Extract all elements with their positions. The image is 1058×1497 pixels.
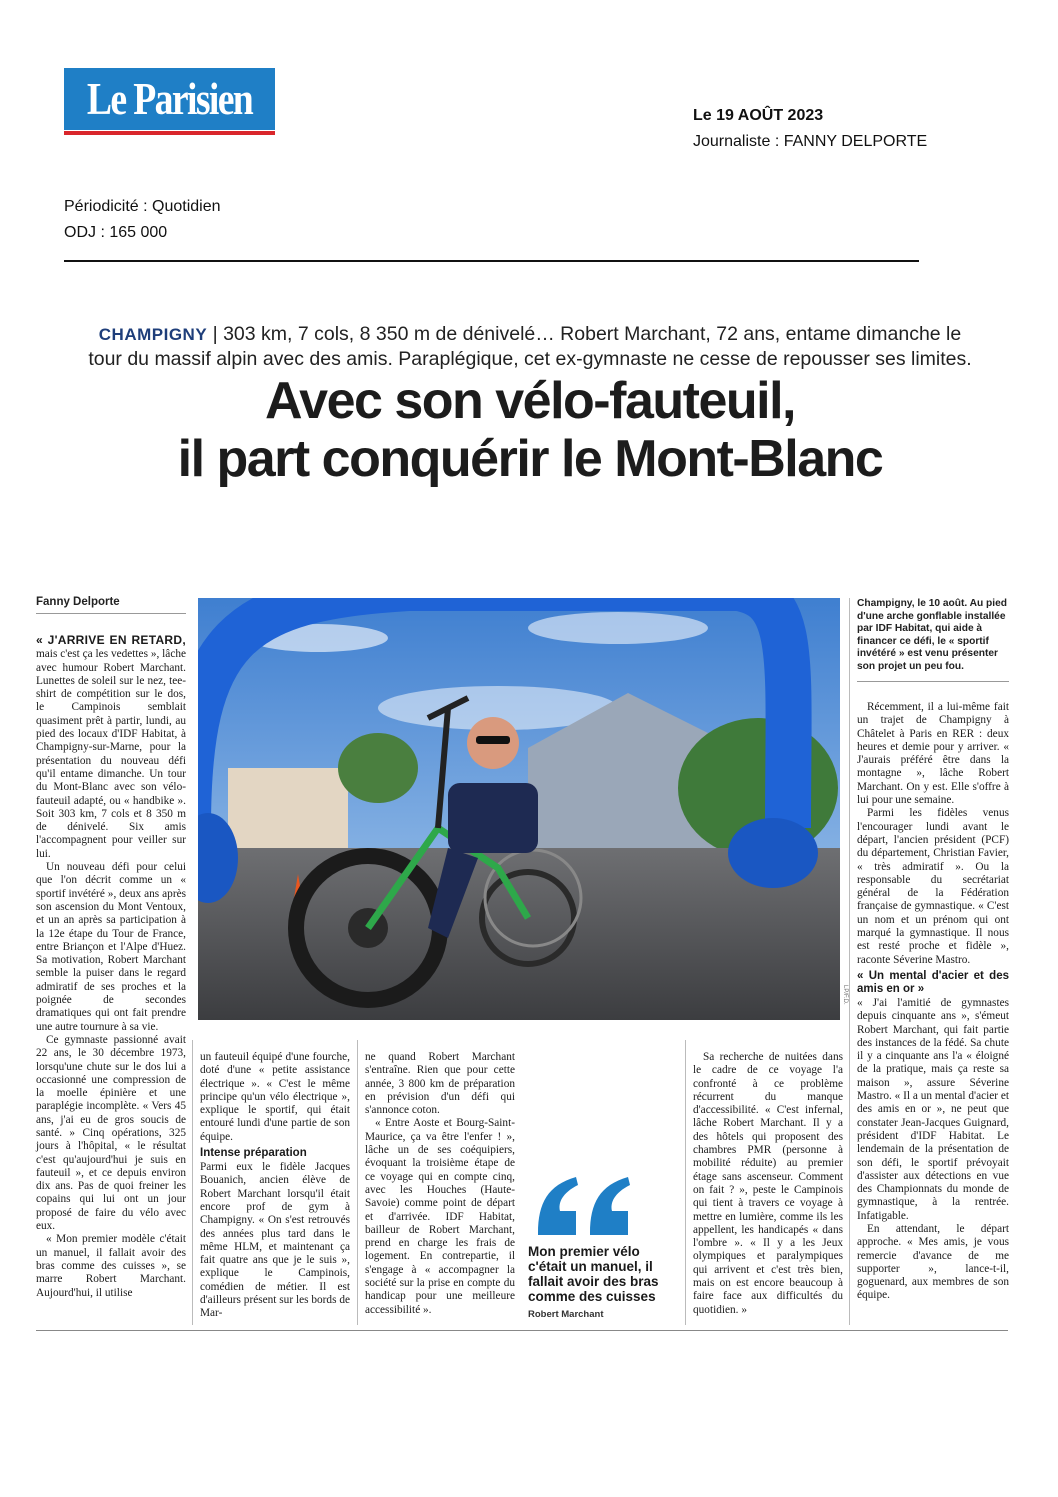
article-lead: « J'ARRIVE EN RETARD, xyxy=(36,633,186,647)
col5-paragraph-3: « J'ai l'amitié de gymnastes depuis cinquante ans », s'émeut Robert Marchant, qui fait partie des instances de la fédé. Sa chute il y a cinquante ans l'a « éloigné de la pratique, mais ça reste sa maison », assure Séverine Mastro. « Il a un mental d'acier et des amis en or », ne peut que constater Jean-Jacques Guignard, président d'IDF Habitat. Le lendemain de la présentation de son défi, le sportif prévoyait d'assister aux détections en vue des Championnats du monde de gymnastique, à la rentrée. Infatigable. xyxy=(857,996,1009,1222)
article-dek-text: | 303 km, 7 cols, 8 350 m de dénivelé… Robert Marchant, 72 ans, entame dimanche le tour du massif alpin avec des amis. Paraplégique, cet ex-gymnaste ne cesse de repousser ses limites. xyxy=(88,323,972,370)
col2-paragraph-2: Parmi eux le fidèle Jacques Bouanich, ancien élève de Robert Marchant lorsqu'il était encore prof de gym à Champigny. « On s'est retrouvés des années plus tard dans le même HLM, et maintenant ça fait quatre ans que je le suis », explique le Campinois, comédien de métier. Il est d'ailleurs présent sur les bords de Mar- xyxy=(200,1161,350,1320)
article-column-2 xyxy=(200,1051,350,1321)
article-column-1 xyxy=(36,634,186,1300)
col3-paragraph-1: ne quand Robert Marchant s'entraîne. Rien que pour cette année, 3 800 km de préparation en prévision d'un défi qui s'annonce coton. xyxy=(365,1051,515,1117)
column-divider xyxy=(357,1040,358,1325)
headline-line-1: Avec son vélo-fauteuil, xyxy=(265,372,795,430)
logo-underline xyxy=(64,131,275,135)
building-left xyxy=(228,768,348,848)
pull-quote-text: Mon premier vélo c'était un manuel, il fallait avoir des bras comme des cuisses xyxy=(528,1244,659,1304)
cloud xyxy=(528,612,708,644)
column-divider xyxy=(685,1040,686,1325)
article-column-5 xyxy=(857,701,1009,1303)
article-column-4 xyxy=(693,1051,843,1317)
sunglasses xyxy=(476,736,510,744)
article-bottom-divider xyxy=(36,1330,1008,1331)
col5-paragraph-2: Parmi les fidèles venus l'encourager lundi avant le départ, l'ancien président (PCF) du département, Christian Favier, « très admiratif ». Ou la responsable du secrétariat général de la Fédération française de gymnastique. « C'est un nom et un prénom qui ont marqué la gymnastique. Il nous est resté proche et fidèle », raconte Séverine Mastro. xyxy=(857,807,1009,966)
tree-left xyxy=(338,733,418,803)
col1-paragraph-2: Un nouveau défi pour celui que l'on décrit comme un « sportif invétéré », deux ans après son ascension du Mont Ventoux, et un an après sa participation à la 12e étape du Tour de France, entre Briançon et l'Alpe d'Huez. Sa motivation, Robert Marchant semble la puiser dans le regard admiratif de ses proches et la poignée de secondes dramatiques qui ont fait prendre une autre tournure à sa vie. xyxy=(36,861,186,1033)
col3-paragraph-2: « Entre Aoste et Bourg-Saint-Maurice, ça va être l'enfer ! », lâche un de ses coéquipiers, évoquant la troisième étape de ce voyage qui en compte cinq, avec les Houches (Haute-Savoie) comme point de départ et d'arrivée. IDF Habitat, bailleur de Robert Marchant, prend en charge les frais de logement. En contrepartie, il s'engage à « accompagner la société sur la prise en compte du handicap pour une meilleure accessibilité ». xyxy=(365,1117,515,1316)
article-byline: Fanny Delporte xyxy=(36,596,120,608)
photo-caption: Champigny, le 10 août. Au pied d'une arche gonflable installée par IDF Habitat, qui aide à financer ce défi, le « sportif invétéré » est venu présenter son projet un peu fou. xyxy=(857,598,1008,672)
clipping-odj: ODJ : 165 000 xyxy=(64,224,168,241)
col5-paragraph-1: Récemment, il a lui-même fait un trajet de Champigny à Châtelet à Paris en RER : deux heures et demie pour y arriver. « J'aurais préféré être dans la montagne », lâche Robert Marchant. On y est. Elle s'offre à lui pour une semaine. xyxy=(857,701,1009,807)
column-divider xyxy=(849,598,850,1325)
article-column-3 xyxy=(365,1051,515,1317)
clipping-date: Le 19 AOÛT 2023 xyxy=(693,107,824,124)
clipping-periodicity: Périodicité : Quotidien xyxy=(64,198,221,215)
subhead-intense-preparation: Intense préparation xyxy=(200,1147,307,1160)
col4-paragraph-1: Sa recherche de nuitées dans le cadre de ce voyage l'a confronté à ce problème récurrent du manque d'accessibilité. « C'est infernal, lâche Robert Marchant. Il y a des hôtels qui proposent des chambres PMR (personne à mobilité réduite) au premier étage sans ascenseur. Comment on fait ? », peste le Campinois qui tient à travers ce voyage à mettre en lumière, comme ils les appellent, les handicapés « dans l'ombre ». « Il y a les Jeux olympiques et paralympiques qui arrivent et c'est très bien, mais on est encore beaucoup à faire face aux difficultés du quotidien. » xyxy=(693,1051,843,1316)
caption-divider xyxy=(857,681,1009,682)
arch-base-right xyxy=(728,818,818,888)
clipping-journalist: Journaliste : FANNY DELPORTE xyxy=(693,133,928,150)
logo-text: Le Parisien xyxy=(86,73,253,124)
rider-torso xyxy=(448,783,538,853)
col2-paragraph-1: un fauteuil équipé d'une fourche, doté d'une « petite assistance électrique ». « C'est le même principe qu'un vélo électrique », explique le sportif, qui était entouré lundi d'une partie de son équipe. xyxy=(200,1051,350,1143)
pull-quote-author: Robert Marchant xyxy=(528,1309,604,1320)
header-divider xyxy=(64,260,919,262)
byline-divider xyxy=(36,613,186,614)
subhead-mental-acier: « Un mental d'acier et des amis en or » xyxy=(857,969,1009,995)
article-headline xyxy=(60,372,1000,488)
article-kicker: CHAMPIGNY xyxy=(98,325,208,344)
photo-illustration xyxy=(198,598,840,1020)
col5-paragraph-4: En attendant, le départ approche. « Mes amis, je vous remercie d'avance de me supporter », lance-t-il, goguenard, aux membres de son équipe. xyxy=(857,1222,1009,1302)
col1-paragraph-1: mais c'est ça les vedettes », lâche avec humour Robert Marchant. Lunettes de soleil sur le nez, tee-shirt de compétition sur le dos, le Campinois semblait quasiment prêt à partir, lundi, au pied des locaux d'IDF Habitat, à Champigny-sur-Marne, pour la présentation du nouveau défi qu'il entame dimanche. Un tour du Mont-Blanc avec son vélo-fauteuil adapté, ou « handbike ». Soit 303 km, 7 cols et 8 350 m de dénivelé. Six amis l'accompagnent pour veiller sur lui. xyxy=(36,648,186,860)
column-divider xyxy=(192,1040,193,1325)
article-dek xyxy=(80,322,980,371)
headline-line-2: il part conquérir le Mont-Blanc xyxy=(177,430,883,488)
article-photo xyxy=(198,598,840,1020)
quote-mark-icon xyxy=(528,1173,638,1243)
photo-credit: LP/F.D. xyxy=(842,985,848,1005)
le-parisien-logo xyxy=(64,68,275,138)
col1-paragraph-3: Ce gymnaste passionné avait 22 ans, le 30 décembre 1973, lorsqu'une chute sur le dos lui a occasionné une compression de la moelle épinière et une paraplégie incomplète. « Vers 45 ans, j'ai eu de gros soucis de santé. » Cinq opérations, 325 jours à l'hôpital, « le résultat c'est qu'aujourd'hui je suis en fauteuil », et ce depuis environ dix ans. Pas de quoi freiner les copains qui lui ont un jour proposé de faire du vélo avec eux. xyxy=(36,1033,186,1233)
col1-paragraph-4: « Mon premier modèle c'était un manuel, il fallait avoir des bras comme des cuisses », se marre Robert Marchant. Aujourd'hui, il utilise xyxy=(36,1233,186,1299)
